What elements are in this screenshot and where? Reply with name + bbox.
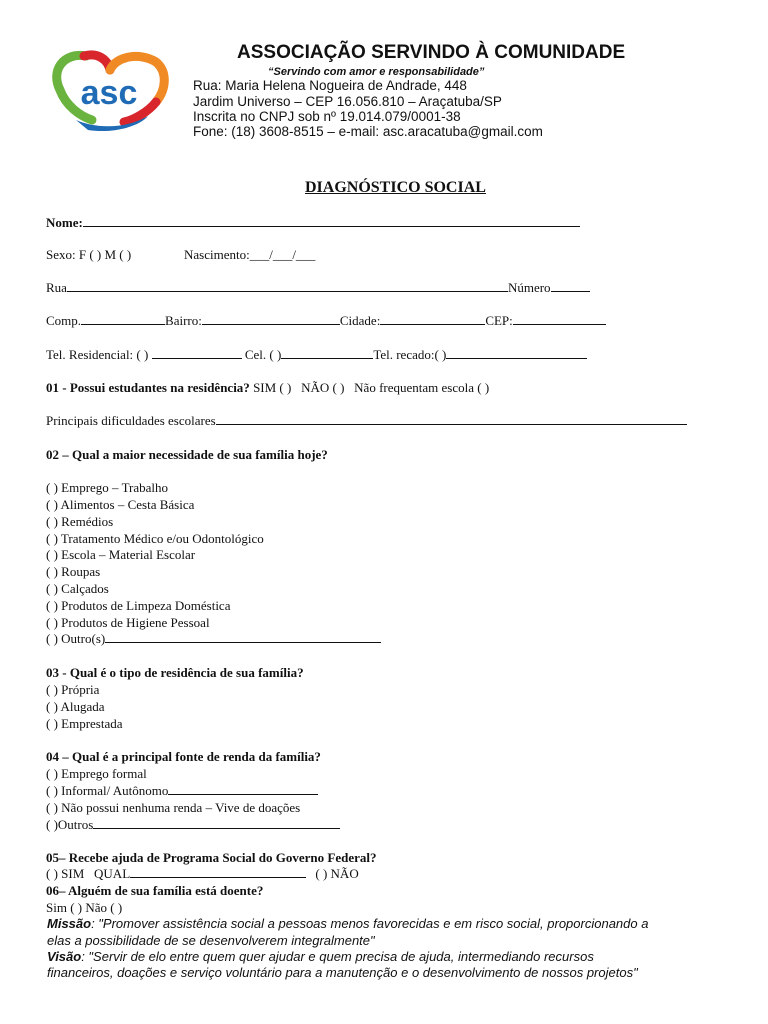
q01-question: 01 - Possui estudantes na residência?: [46, 380, 250, 395]
rua-row: [46, 280, 590, 296]
endereco-row: [46, 313, 606, 329]
comp-field[interactable]: [81, 313, 165, 325]
form-title: DIAGNÓSTICO SOCIAL: [305, 179, 486, 196]
q01-options[interactable]: SIM ( ) NÃO ( ) Não frequentam escola ( ): [253, 380, 490, 395]
heart-logo-icon: [44, 50, 174, 134]
q04-option-none[interactable]: ( ) Não possui nenhuma renda – Vive de doações: [46, 800, 301, 815]
missao-label: Missão: [47, 916, 92, 931]
missao-text-1: : "Promover assistência social a pessoas menos favorecidas e em risco social, proporcionando a: [91, 916, 649, 931]
q02-option[interactable]: ( ) Produtos de Limpeza Doméstica: [46, 598, 231, 613]
visao-label: Visão: [47, 949, 82, 964]
cidade-field[interactable]: [380, 313, 485, 325]
org-tagline: “Servindo com amor e responsabilidade”: [268, 66, 485, 78]
tel-residencial-label: Tel. Residencial: ( ): [46, 347, 149, 362]
visao-line-2: financeiros, doações e serviço voluntário para a manutenção e o desenvolvimento de nossos projetos": [47, 965, 638, 980]
q02-other-label[interactable]: ( ) Outro(s): [46, 631, 106, 646]
rua-label: Rua: [46, 280, 67, 295]
q04-question: 04 – Qual é a principal fonte de renda da família?: [46, 749, 321, 764]
nome-row: [46, 215, 580, 231]
q05-sim-label[interactable]: ( ) SIM QUAL: [46, 866, 131, 881]
org-district: Jardim Universo – CEP 16.056.810 – Araçatuba/SP: [193, 94, 502, 109]
q02-option[interactable]: ( ) Tratamento Médico e/ou Odontológico: [46, 531, 264, 546]
q05-options-row: [46, 866, 359, 882]
org-contact: Fone: (18) 3608-8515 – e-mail: asc.aracatuba@gmail.com: [193, 124, 543, 139]
q02-option[interactable]: ( ) Escola – Material Escolar: [46, 547, 196, 562]
q05-question: 05– Recebe ajuda de Programa Social do Governo Federal?: [46, 850, 377, 865]
tel-recado-field[interactable]: [446, 347, 587, 359]
q01-row: [46, 380, 489, 396]
q02-option[interactable]: ( ) Remédios: [46, 514, 114, 529]
numero-label: Número: [507, 280, 551, 295]
visao-text-1: : "Servir de elo entre quem quer ajudar e quem precisa de ajuda, intermediando recursos: [81, 949, 594, 964]
q05-qual-field[interactable]: [130, 866, 306, 878]
tel-recado-label: Tel. recado:( ): [373, 347, 447, 362]
sexo-label: Sexo: F ( ) M ( ): [46, 247, 132, 262]
cel-field[interactable]: [281, 347, 373, 359]
missao-line-2: elas a possibilidade de se desenvolverem integralmente": [47, 933, 375, 948]
q04-option-informal[interactable]: ( ) Informal/ Autônomo: [46, 783, 169, 798]
q03-option[interactable]: ( ) Alugada: [46, 699, 105, 714]
cel-label: Cel. ( ): [244, 347, 282, 362]
q02-other-row: [46, 631, 381, 647]
cep-label: CEP:: [485, 313, 513, 328]
q02-option[interactable]: ( ) Emprego – Trabalho: [46, 480, 169, 495]
q01-difficulties-row: [46, 413, 687, 429]
q04-informal-field[interactable]: [168, 783, 318, 795]
q02-option[interactable]: ( ) Calçados: [46, 581, 109, 596]
q02-question: 02 – Qual a maior necessidade de sua família hoje?: [46, 447, 328, 462]
q05-nao-label[interactable]: ( ) NÃO: [315, 866, 359, 881]
nome-field[interactable]: [83, 215, 580, 227]
nome-label: Nome:: [46, 215, 83, 230]
q04-option-formal[interactable]: ( ) Emprego formal: [46, 766, 147, 781]
q01-difficulties-field[interactable]: [216, 413, 687, 425]
rua-field[interactable]: [67, 280, 508, 292]
asc-logo: [44, 50, 174, 134]
q04-option-outros[interactable]: ( )Outros: [46, 817, 94, 832]
q03-question: 03 - Qual é o tipo de residência de sua família?: [46, 665, 304, 680]
q03-option[interactable]: ( ) Emprestada: [46, 716, 123, 731]
q04-outros-row: [46, 817, 340, 833]
bairro-field[interactable]: [202, 313, 340, 325]
visao-line-1: [47, 949, 594, 964]
q02-other-field[interactable]: [105, 631, 381, 643]
comp-label: Comp.: [46, 313, 82, 328]
org-address: Rua: Maria Helena Nogueira de Andrade, 448: [193, 78, 467, 93]
missao-line-1: [47, 916, 648, 931]
telefones-row: [46, 347, 587, 363]
q06-question: 06– Alguém de sua família está doente?: [46, 883, 264, 898]
q02-option[interactable]: ( ) Roupas: [46, 564, 101, 579]
cidade-label: Cidade:: [339, 313, 381, 328]
org-name: ASSOCIAÇÃO SERVINDO À COMUNIDADE: [237, 42, 626, 63]
numero-field[interactable]: [551, 280, 590, 292]
bairro-label: Bairro:: [165, 313, 202, 328]
cep-field[interactable]: [513, 313, 606, 325]
tel-residencial-field[interactable]: [152, 347, 242, 359]
logo-text: asc: [80, 74, 138, 112]
q02-option[interactable]: ( ) Alimentos – Cesta Básica: [46, 497, 195, 512]
q04-informal-row: [46, 783, 318, 799]
org-cnpj: Inscrita no CNPJ sob nº 19.014.079/0001-38: [193, 109, 461, 124]
q04-outros-field[interactable]: [93, 817, 340, 829]
q02-option[interactable]: ( ) Produtos de Higiene Pessoal: [46, 615, 210, 630]
q06-options[interactable]: Sim ( ) Não ( ): [46, 900, 123, 915]
q03-option[interactable]: ( ) Própria: [46, 682, 100, 697]
q01-difficulties-label: Principais dificuldades escolares: [46, 413, 216, 428]
nascimento-label[interactable]: Nascimento:___/___/___: [184, 247, 316, 262]
